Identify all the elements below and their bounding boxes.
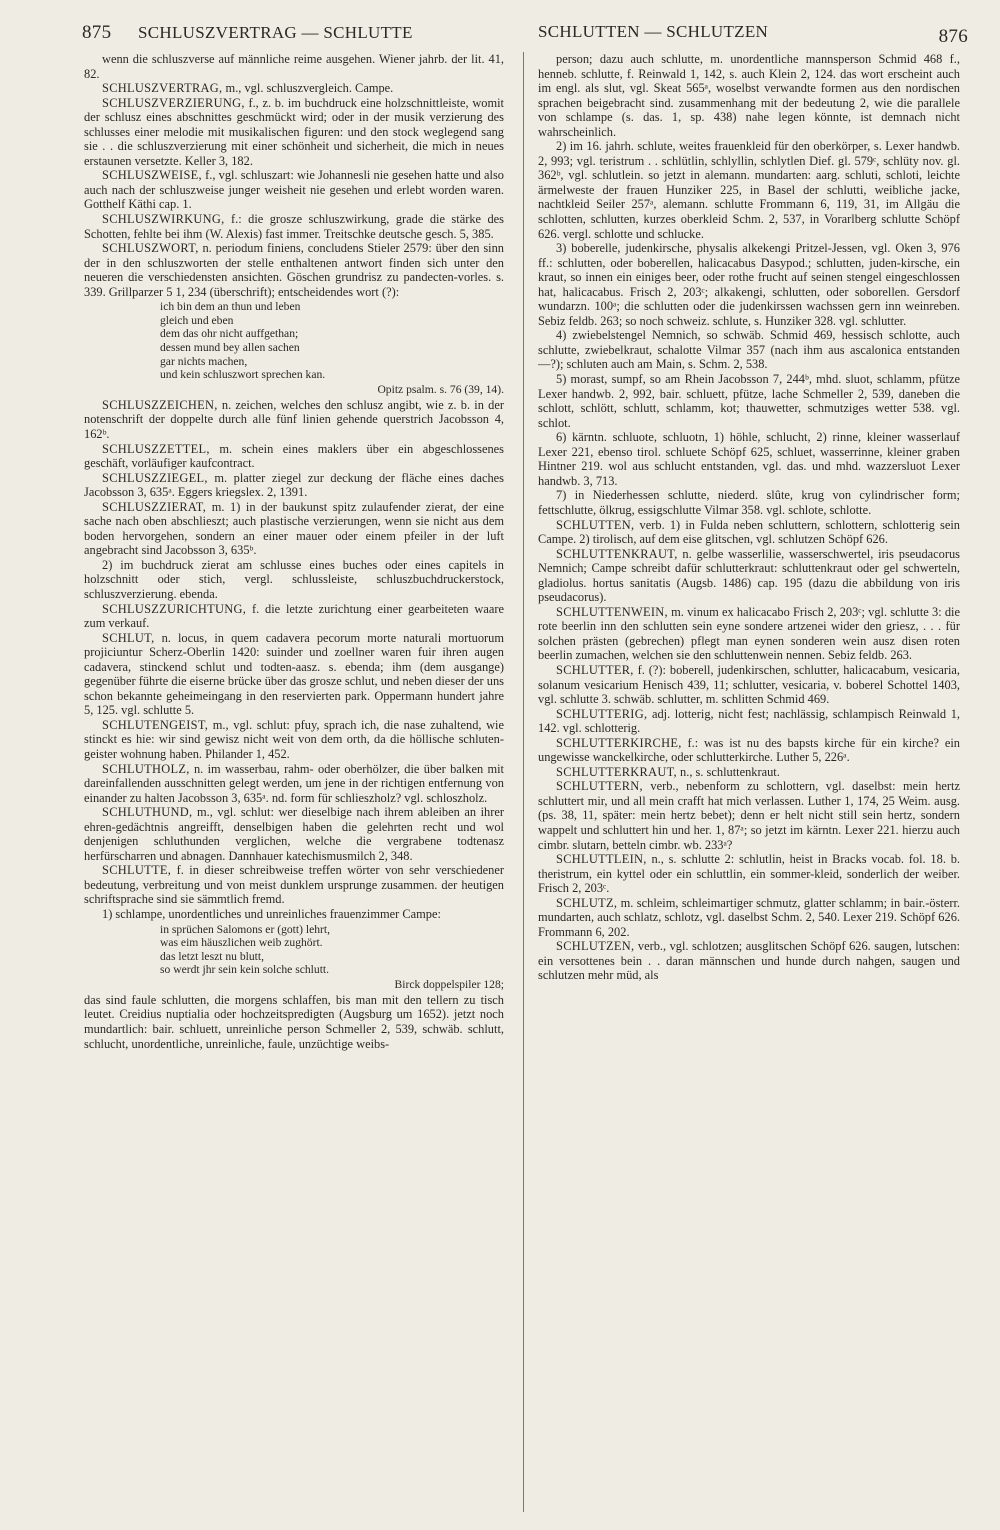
- entry-headword: SCHLUSZWEISE,: [102, 168, 202, 183]
- entry-text: n. zeichen, welches den schlusz angibt, wie z. b. in der notenschrift der doppelte durch alle fünf linien gehende querstrich Jacobsson 4, 162ᵇ.: [84, 397, 504, 441]
- dictionary-entry: [538, 736, 960, 765]
- dictionary-entry: [538, 488, 960, 517]
- dictionary-entry: [538, 518, 960, 547]
- dictionary-entry: [538, 765, 960, 780]
- dictionary-entry: [84, 762, 504, 806]
- dictionary-entry: [84, 805, 504, 863]
- entry-text: f. (?): boberell, judenkirschen, schlutter, halicacabum, vesicaria, solanum vesicarium Henisch 439, 11; schlutter, vesicaria, v. boberel Schottel 1403, vgl. schlutte 3. schwäb. schlutter, m. schlitten Schmid 469.: [538, 662, 960, 707]
- entry-text: f., vgl. schluszart: wie Johannesli nie gesehen hatte und also auch nach der schluszweise junger weisheit nie gesehen und erlebt worden waren. Gotthelf Käthi cap. 1.: [84, 168, 504, 212]
- dictionary-entry: [84, 471, 504, 500]
- dictionary-entry: [538, 939, 960, 983]
- dictionary-entry: [84, 241, 504, 299]
- entry-text: 1) schlampe, unordentliches und unreinliches frauenzimmer Campe:: [102, 907, 441, 921]
- left-column: [84, 52, 504, 1512]
- entry-headword: SCHLUSZZIEGEL,: [102, 470, 208, 485]
- entry-text: n. im wasserbau, rahm- oder oberhölzer, die über balken mit dareinfallenden ausschnitten gelegt werden, um jene in der richtigen entfernung von einander zu halten Jacobsson 3, 635ᵃ. nd. form für schlieszholz? vgl. schloszholz.: [84, 761, 504, 805]
- entry-text: 3) boberelle, judenkirsche, physalis alkekengi Pritzel-Jessen, vgl. Oken 3, 976 ff.: schlutten, oder boberellen, halicacabus Dasypod.; schlutten, juden-kirsche, ein kraut, so innen ein einiges beer, oder rothe frucht auf seinen stengel eingeschlossen hat, halicacabus. Frisch 2, 203ᶜ; alkakengi, schlutten, oder soborellen. Gersdorf wundarzn. 100ᵃ; die schlutten oder die judenkirssen wachssen gern inn weinreben. Sebiz feldb. 263; so noch schweiz. schlute, s. Hunziker 328. vgl. schlutter.: [538, 241, 960, 328]
- dictionary-entry: [84, 168, 504, 212]
- entry-text: m., vgl. schlut: wer dieselbige nach ihrem ableiben an ihrer ehren-gedächtnis angreifft, denselbigen haben die gelehrten recht und wol denjenigen schluthunden verglichen, welche die vergrabene todtenasz herfürscharren und abnagen. Dannhauer katechismusmilch 2, 348.: [84, 805, 504, 863]
- entry-headword: SCHLUSZZETTEL,: [102, 441, 210, 456]
- entry-text: m. vinum ex halicacabo Frisch 2, 203ᶜ; vgl. schlutte 3: die rote beerlin inn den schlutten sein eyne sondere artzenei wider den griesz, . . . für solchen prästen (gebrechen) pflegt man eynen sonderen wein ausz disen roten beerlin zumachen, welchen sie den schluttenwein nennen. Sebiz feldb. 263.: [538, 604, 960, 663]
- entry-headword: SCHLUSZZEICHEN,: [102, 397, 218, 412]
- dictionary-entry: [84, 398, 504, 442]
- entry-text: person; dazu auch schlutte, m. unordentliche mannsperson Schmid 468 f., henneb. schlutte, f. Reinwald 1, 142, s. auch Klein 2, 124. das wort erscheint auch im engl. als slut, vgl. Skeat 565ᵃ, woselbst verwandte formen aus den nordischen sprachen beigebracht sind. zusammenhang mit der bedeutung 2, wie die parallele von schlampe (s. das. 1, sp. 438) nahe legen könnte, ist demnach nicht wahrscheinlich.: [538, 52, 960, 139]
- verse-quotation: in sprüchen Salomons er (gott) lehrt, was eim häuszlichen weib zughört. das letzt leszt nu blutt, so werdt jhr sein kein solche schlutt.: [160, 922, 331, 977]
- dictionary-entry: [538, 896, 960, 940]
- dictionary-entry: [84, 81, 504, 96]
- column-divider: [523, 52, 524, 1512]
- dictionary-entry: [538, 707, 960, 736]
- dictionary-entry: [538, 328, 960, 372]
- dictionary-entry: [84, 442, 504, 471]
- entry-headword: SCHLUSZVERZIERUNG,: [102, 95, 245, 110]
- right-running-title: SCHLUTTEN — SCHLUTZEN: [538, 22, 769, 41]
- entry-text: 4) zwiebelstengel Nemnich, so schwäb. Schmid 469, hessisch schlotte, auch schlutte, zwiebelkraut, schalotte Vilmar 357 (nach ihm aus ascalonica entstanden —?); schluten auch am Main, s. Schm. 2, 538.: [538, 328, 960, 372]
- entry-text: 7) in Niederhessen schlutte, niederd. slûte, krug von cylindrischer form; fettschlutte, ölkrug, essigschlutte Vilmar 358. vgl. schlote, schlotte.: [538, 488, 960, 517]
- dictionary-entry: [538, 372, 960, 430]
- entry-text: 6) kärntn. schluote, schluotn, 1) höhle, schlucht, 2) rinne, kleiner wasserlauf Lexer 221, ebenso tirol. schluete Schöpf 625, schluet, wasserrinne, kleiner graben Hintner 219. wol aus schlucht entstanden, vgl. das. und mhd. wazzersluot Lexer handwb. 3, 713.: [538, 430, 960, 488]
- entry-headword: SCHLUTTERIG,: [556, 706, 648, 721]
- entry-text: n., s. schluttenkraut.: [676, 764, 780, 779]
- entry-text: n., s. schlutte 2: schlutlin, heist in Bracks vocab. fol. 18. b. theristrum, ein kyttel oder ein schluttlin, ein sommer-kleid, sonderlich der weiber. Frisch 2, 203ᶜ.: [538, 852, 960, 896]
- entry-text: verb., nebenform zu schlottern, vgl. daselbst: mein hertz schluttert mir, und all mein crafft hat mich verlassen. Luther 1, 174, 25 Weim. ausg. (ps. 38, 11, später: mein hertz bebet); denn er helt nicht still sein hertz, sondern wappelt und schluttert hin und her. 1, 87ᵃ; so jetzt im kärntn. Lexer 221. hierzu auch cimbr. slutarn, betteln cimbr. wb. 233ᵃ?: [538, 779, 960, 852]
- dictionary-entry: [84, 96, 504, 169]
- left-page-number: 875: [82, 22, 112, 43]
- entry-text: adj. lotterig, nicht fest; nachlässig, schlampisch Reinwald 1, 142. vgl. schlotterig.: [538, 706, 960, 736]
- right-page-number: 876: [938, 26, 968, 47]
- dictionary-entry: [84, 558, 504, 602]
- entry-headword: SCHLUTTEN,: [556, 517, 635, 532]
- right-column: [538, 52, 960, 1512]
- right-page-header: [538, 22, 968, 50]
- entry-text: f.: die grosze schluszwirkung, grade die stärke des Schotten, fehlte bei ihm (W. Alexis) fast immer. Treitschke deutsche gesch. 5, 385.: [84, 212, 504, 241]
- dictionary-entry: [84, 500, 504, 558]
- dictionary-entry: [538, 852, 960, 896]
- entry-text: m. platter ziegel zur deckung der fläche eines daches Jacobsson 3, 635ᵃ. Eggers kriegslex. 2, 1391.: [84, 470, 504, 500]
- entry-text: m., vgl. schluszvergleich. Campe.: [222, 81, 394, 96]
- entry-headword: SCHLUTTENKRAUT,: [556, 546, 678, 561]
- entry-text: wenn die schluszverse auf männliche reime ausgehen. Wiener jahrb. der lit. 41, 82.: [84, 52, 504, 81]
- entry-text: n. periodum finiens, concludens Stieler 2579: über den sinn der in den schluszworten der stelle enthaltenen antwort finden sich unter den neueren die verschiedensten ansichten. Göschen grundrisz zu pandecten-vorles. s. 339. Grillparzer 5 1, 234 (überschrift); entscheidendes wort (?):: [84, 241, 504, 299]
- entry-headword: SCHLUTHUND,: [102, 805, 193, 820]
- entry-headword: SCHLUSZWORT,: [102, 241, 199, 256]
- dictionary-entry: [84, 602, 504, 631]
- entry-text: m. schein eines maklers über ein abgeschlossenes geschäft, vorläufiger kaufcontract.: [84, 441, 504, 471]
- entry-headword: SCHLUTTER,: [556, 662, 634, 677]
- verse-quotation: ich bin dem an thun und leben gleich und eben dem das ohr nicht auffgethan; dessen mund bey allen sachen gar nichts machen, und kein schluszwort sprechen kan.: [160, 300, 326, 382]
- dictionary-entry: [84, 907, 504, 922]
- entry-headword: SCHLUSZWIRKUNG,: [102, 212, 225, 227]
- dictionary-entry: [84, 52, 504, 81]
- verse-source: Birck doppelspiler 128;: [394, 977, 504, 991]
- entry-headword: SCHLUTHOLZ,: [102, 761, 190, 776]
- entry-text: f. in dieser schreibweise treffen wörter von sehr verschiedener bedeutung, verbreitung und von meist dunklem ursprunge zusammen. der heutigen schriftsprache sind sie sämmtlich fremd.: [84, 863, 504, 907]
- entry-headword: SCHLUTTERN,: [556, 779, 643, 794]
- entry-text: n. gelbe wasserlilie, wasserschwertel, iris pseudacorus Nemnich; Campe schreibt dafür schlutterkraut: schluttenkraut oder gel schwerteln, gladiolus. hortus sanitatis (Augsb. 1486) cap. 195 (dazu die abbildung von iris pseudacorus).: [538, 546, 960, 605]
- entry-text: f., z. b. im buchdruck eine holzschnittleiste, womit der schlusz eines abschnittes geschmückt wird; oder in der musik verzierung des schlusses einer melodie mit musikalischen figuren: und den stock weglegend sang sie . . die schluszverzierung mit einer schönheit und sicherheit, die mich in neues erstaunen versetzte. Keller 3, 182.: [84, 95, 504, 168]
- dictionary-entry: [538, 430, 960, 488]
- dictionary-entry: [538, 547, 960, 605]
- entry-headword: SCHLUSZZURICHTUNG,: [102, 601, 247, 616]
- entry-text: m. schleim, schleimartiger schmutz, glatter schlamm; in bair.-österr. mundarten, auch schlatz, schlotz, vgl. daselbst Schm. 2, 540. Lexer 219. Schöpf 626. Frommann 6, 202.: [538, 895, 960, 939]
- entry-continuation: das sind faule schlutten, die morgens schlaffen, bis man mit den tellern zu tisch leutet. Creidius nuptialia oder hochzeitspredigten (Augsburg um 1652). jetzt noch mundartlich: bair. schluett, unreinliche person Schmeller 2, 539, schwäb. schlutt, schlucht, unordentliche, unreinliche, faule, unzüchtige weibs-: [84, 992, 504, 1051]
- entry-headword: SCHLUTTLEIN,: [556, 852, 647, 867]
- entry-text: 5) morast, sumpf, so am Rhein Jacobsson 7, 244ᵇ, mhd. sluot, schlamm, pfütze Lexer handwb. 2, 992, bair. schluett, pfütze, lache Schmeller 2, 539, daneben die schlott, schlött, schlutt, schlamm, kot; thauwetter, schmutziges wetter 538. vgl. schlot.: [538, 372, 960, 430]
- dictionary-entry: [538, 779, 960, 852]
- entry-headword: SCHLUTTERKRAUT,: [556, 764, 677, 779]
- left-page-header: [82, 22, 512, 50]
- dictionary-entry: [538, 241, 960, 328]
- entry-headword: SCHLUTTE,: [102, 863, 172, 878]
- entry-headword: SCHLUSZVERTRAG,: [102, 81, 223, 96]
- entry-headword: SCHLUSZZIERAT,: [102, 499, 207, 514]
- entry-text: f.: was ist nu des bapsts kirche für ein kirche? ein ungewisse wanckelkirche, oder schlutterkirche. Luther 5, 226ᵃ.: [538, 735, 960, 765]
- entry-text: 2) im buchdruck zierat am schlusse eines buches oder eines capitels in holzschnitt oder stich, vergl. schlussleiste, schluszbuchdruckerstock, schluszverzierung. ebenda.: [84, 557, 504, 601]
- dictionary-entry: [538, 52, 960, 139]
- dictionary-entry: [84, 212, 504, 241]
- entry-headword: SCHLUTZ,: [556, 895, 618, 910]
- entry-headword: SCHLUTTERKIRCHE,: [556, 735, 682, 750]
- entry-headword: SCHLUT,: [102, 630, 155, 645]
- dictionary-entry: [538, 663, 960, 707]
- entry-text: n. locus, in quem cadavera pecorum morte naturali mortuorum projiciuntur Scherz-Oberlin 1420: suinder und zoellner waren fuir ihren augen cadavera, stinckend schlut und todten-aasz. s. ebenda; ihm (dem ausgange) gegenüber führte die eiserne brücke über das grosze schlut, und neben dieser der uns schon bekannte geheimeingang in den reservierten park. Oppermann hundert jahre 5, 125. vgl. schlutte 5.: [84, 630, 504, 718]
- dictionary-entry: [84, 863, 504, 907]
- entry-text: verb. 1) in Fulda neben schluttern, schlottern, schlotterig sein Campe. 2) tirolisch, auf dem eise glitschen, vgl. schlutzen Schöpf 626.: [538, 517, 960, 547]
- dictionary-entry: [538, 605, 960, 663]
- entry-text: m. 1) in der baukunst spitz zulaufender zierat, der eine sache nach oben abschlieszt; auch plastische verzierungen, wenn sie nicht aus dem boden hervorgehen, sondern an einer mauer oder einem pfeiler in der luft angebracht sind Jacobsson 3, 635ᵇ.: [84, 499, 504, 558]
- entry-headword: SCHLUTZEN,: [556, 939, 635, 954]
- entry-text: f. die letzte zurichtung einer gearbeiteten waare zum verkauf.: [84, 601, 504, 631]
- verse-source: Opitz psalm. s. 76 (39, 14).: [377, 382, 504, 396]
- entry-text: m., vgl. schlut: pfuy, sprach ich, die nase zuhaltend, wie stinckt es hie: wir sind gewisz nicht weit von dem orth, da die höllische schluten-geister wohnung haben. Philander 1, 452.: [84, 717, 504, 761]
- dictionary-entry: [84, 718, 504, 762]
- entry-text: verb., vgl. schlotzen; ausglitschen Schöpf 626. saugen, lutschen: ein versottenes bein . . daran männschen und hunde durch nahgen, saugen und schlutzen mehr müd, als: [538, 939, 960, 983]
- entry-headword: SCHLUTTENWEIN,: [556, 604, 668, 619]
- left-running-title: SCHLUSZVERTRAG — SCHLUTTE: [137, 23, 413, 42]
- entry-text: 2) im 16. jahrh. schlute, weites frauenkleid für den oberkörper, s. Lexer handwb. 2, 993; vgl. teristrum . . schlütlin, schlyllin, schlytlen Dief. gl. 579ᶜ, schlüty nov. gl. 362ᵇ, vgl. schlutlein. so jetzt in alemann. mundarten: aarg. schluti, schloti, leichte ärmelweste der frauen Hunziker 225, in Basel der schlutti, weibliche jacke, nachtkleid Seiler 257ᵃ, alemann. schlutte Frommann 6, 119, 31, im Allgäu die schlotten, schlutten, kurzes oberkleid Schm. 2, 537, in Vorarlberg schlutte Schöpf 626. vergl. schlotte und schlucke.: [538, 139, 960, 241]
- entry-headword: SCHLUTENGEIST,: [102, 717, 209, 732]
- dictionary-entry: [538, 139, 960, 241]
- dictionary-entry: [84, 631, 504, 718]
